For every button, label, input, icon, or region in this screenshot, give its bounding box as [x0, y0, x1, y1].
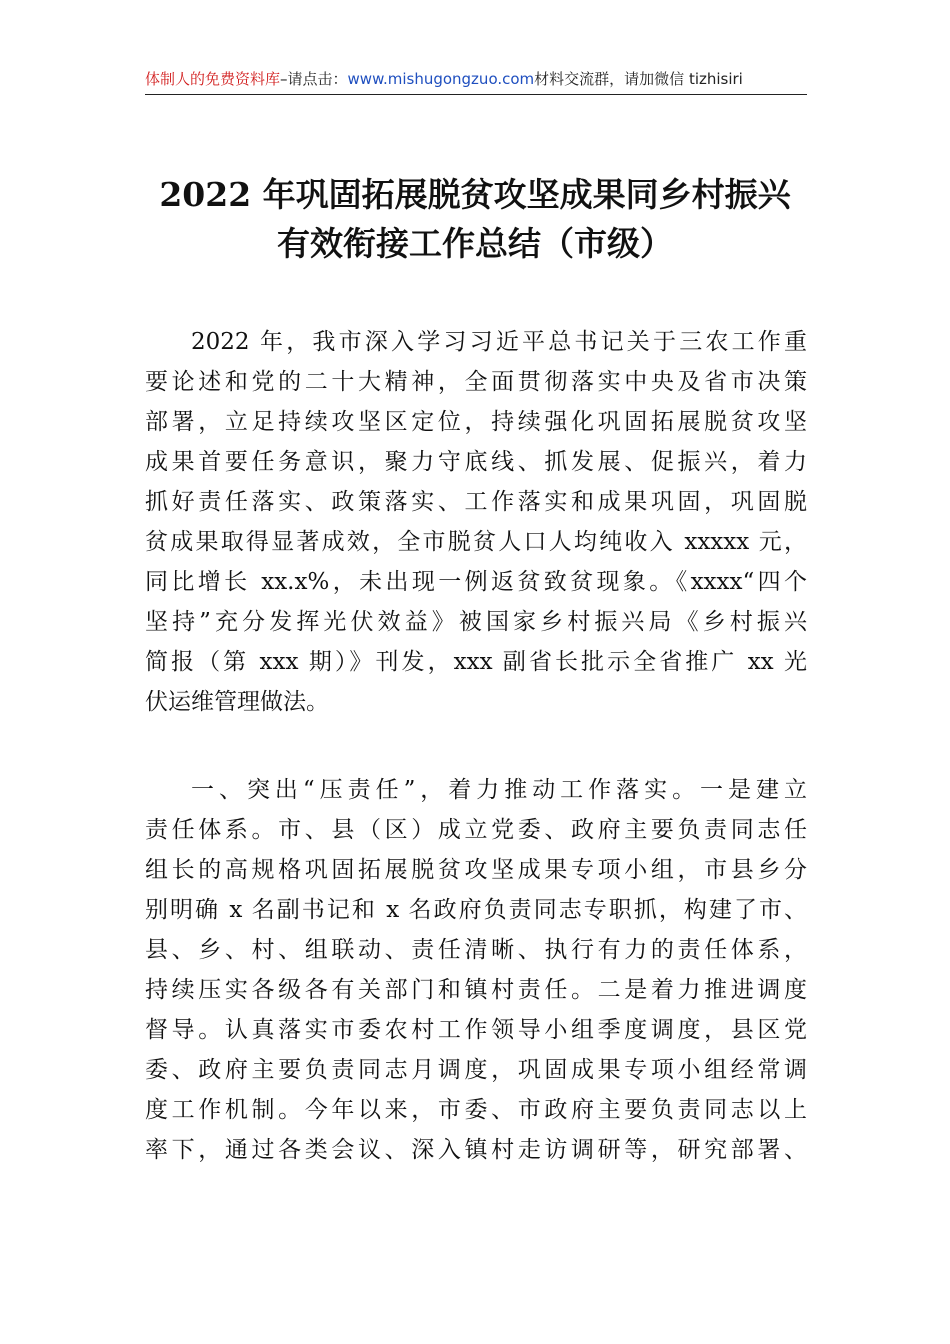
paragraph-line: 持续压实各级各有关部门和镇村责任。二是着力推进调度	[145, 977, 807, 1003]
paragraph-intro	[145, 322, 807, 722]
page-header	[145, 68, 807, 95]
paragraph-line: 简报（第 xxx 期）》刊发，xxx 副省长批示全省推广 xx 光	[145, 649, 807, 675]
paragraph-line: 成果首要任务意识，聚力守底线、抓发展、促振兴，着力	[145, 449, 807, 475]
header-brand: 体制人的免费资料库	[145, 70, 281, 88]
paragraph-line: 率下，通过各类会议、深入镇村走访调研等，研究部署、	[145, 1137, 807, 1163]
document-title-line-2: 有效衔接工作总结（市级）	[277, 224, 673, 263]
paragraph-line: 抓好责任落实、政策落实、工作落实和成果巩固，巩固脱	[145, 489, 807, 515]
paragraph-line: 一、突出“压责任”，着力推动工作落实。一是建立	[191, 777, 807, 803]
document-title-line-1: 2022 年巩固拓展脱贫攻坚成果同乡村振兴	[159, 175, 791, 214]
paragraph-line: 伏运维管理做法。	[145, 689, 329, 715]
paragraph-line: 同比增长 xx.x%，未出现一例返贫致贫现象。《xxxx“四个	[145, 569, 807, 595]
header-link[interactable]: www.mishugongzuo.com	[347, 70, 535, 88]
paragraph-line: 县、乡、村、组联动、责任清晰、执行有力的责任体系，	[145, 937, 807, 963]
paragraph-line: 度工作机制。今年以来，市委、市政府主要负责同志以上	[145, 1097, 807, 1123]
paragraph-line: 2022 年，我市深入学习习近平总书记关于三农工作重	[191, 329, 807, 355]
paragraph-line: 部署，立足持续攻坚区定位，持续强化巩固拓展脱贫攻坚	[145, 409, 807, 435]
paragraph-line: 别明确 x 名副书记和 x 名政府负责同志专职抓，构建了市、	[145, 897, 807, 923]
paragraph-line: 要论述和党的二十大精神，全面贯彻落实中央及省市决策	[145, 369, 807, 395]
header-prompt: –请点击：	[280, 70, 348, 88]
header-contact: 材料交流群，请加微信 tizhisiri	[534, 70, 743, 88]
paragraph-section-1	[145, 770, 807, 1170]
paragraph-line: 委、政府主要负责同志月调度，巩固成果专项小组经常调	[145, 1057, 807, 1083]
paragraph-line: 责任体系。市、县（区）成立党委、政府主要负责同志任	[145, 817, 807, 843]
paragraph-line: 坚持”充分发挥光伏效益》被国家乡村振兴局《乡村振兴	[145, 609, 807, 635]
paragraph-line: 贫成果取得显著成效，全市脱贫人口人均纯收入 xxxxx 元，	[145, 529, 807, 555]
paragraph-line: 督导。认真落实市委农村工作领导小组季度调度，县区党	[145, 1017, 807, 1043]
paragraph-line: 组长的高规格巩固拓展脱贫攻坚成果专项小组，市县乡分	[145, 857, 807, 883]
